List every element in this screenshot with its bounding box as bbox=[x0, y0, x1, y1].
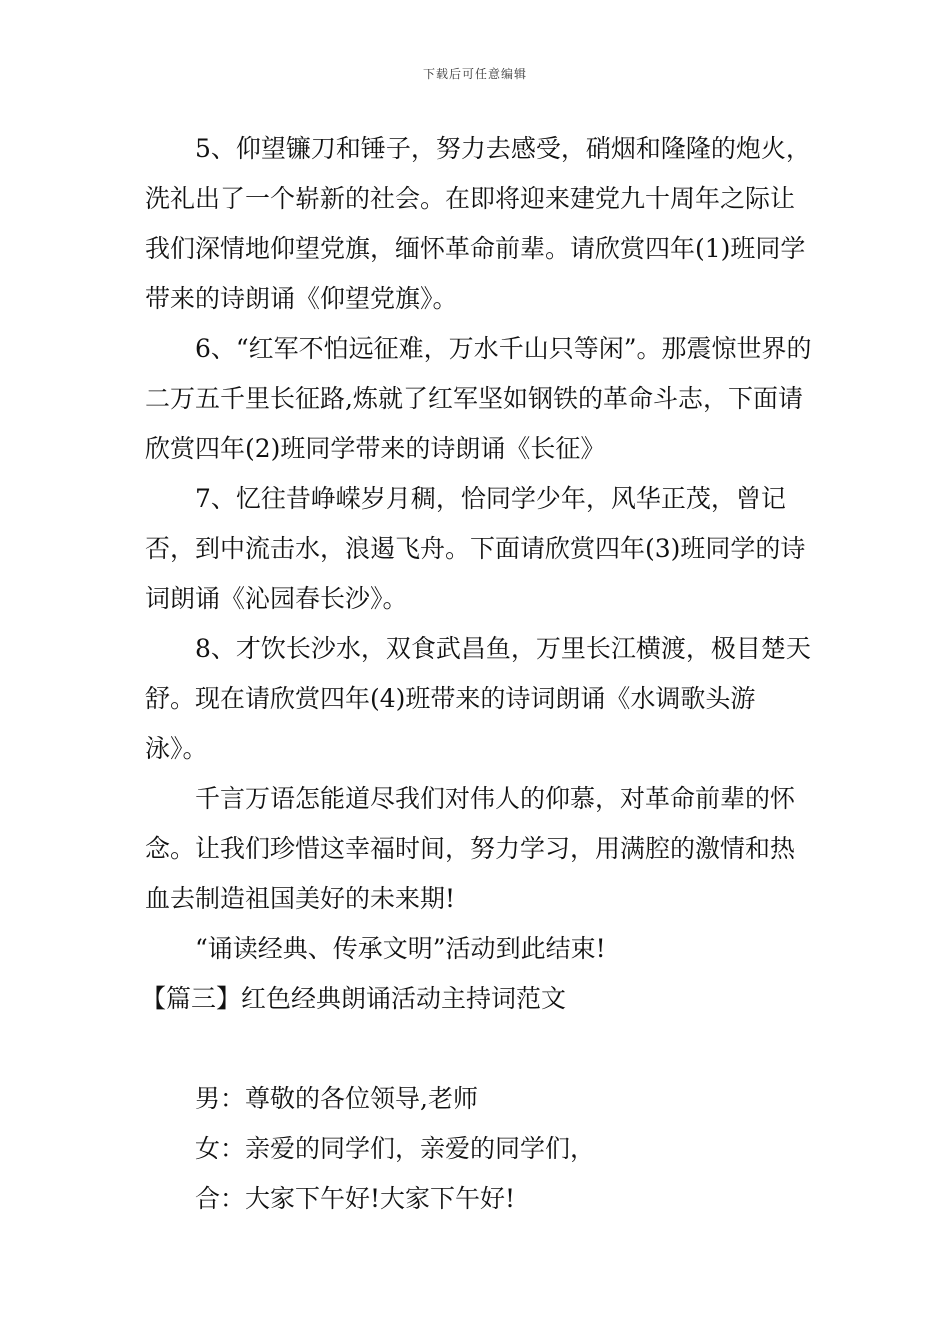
dialog-line-together: 合：大家下午好!大家下午好! bbox=[195, 1184, 516, 1213]
paragraph-7: 7、忆往昔峥嵘岁月稠，恰同学少年，风华正茂，曾记否，到中流击水，浪遏飞舟。下面请欣赏四年(3)班同学的诗词朗诵《沁园春长沙》。 bbox=[145, 484, 806, 613]
paragraph-6: 6、“红军不怕远征难，万水千山只等闲”。那震惊世界的二万五千里长征路,炼就了红军坚如钢铁的革命斗志，下面请欣赏四年(2)班同学带来的诗朗诵《长征》 bbox=[145, 334, 812, 463]
dialog-line-female: 女：亲爱的同学们，亲爱的同学们， bbox=[195, 1134, 596, 1163]
page-header: 下载后可任意编辑 bbox=[422, 67, 527, 81]
section-title: 【篇三】红色经典朗诵活动主持词范文 bbox=[141, 984, 567, 1013]
document-body bbox=[141, 124, 815, 1224]
paragraph-8: 8、才饮长沙水，双食武昌鱼，万里长江横渡，极目楚天舒。现在请欣赏四年(4)班带来的诗词朗诵《水调歌头游泳》。 bbox=[145, 634, 811, 763]
dialog-line-male: 男：尊敬的各位领导,老师 bbox=[195, 1084, 478, 1113]
paragraph-5: 5、仰望镰刀和锤子，努力去感受，硝烟和隆隆的炮火，洗礼出了一个崭新的社会。在即将迎来建党九十周年之际让我们深情地仰望党旗，缅怀革命前辈。请欣赏四年(1)班同学带来的诗朗诵《仰望党旗》。 bbox=[145, 134, 811, 313]
closing-paragraph: 千言万语怎能道尽我们对伟人的仰慕，对革命前辈的怀念。让我们珍惜这幸福时间，努力学习，用满腔的激情和热血去制造祖国美好的未来期! bbox=[145, 784, 796, 913]
activity-end-line: “诵读经典、传承文明”活动到此结束! bbox=[195, 934, 606, 963]
blank-line bbox=[145, 1024, 815, 1074]
